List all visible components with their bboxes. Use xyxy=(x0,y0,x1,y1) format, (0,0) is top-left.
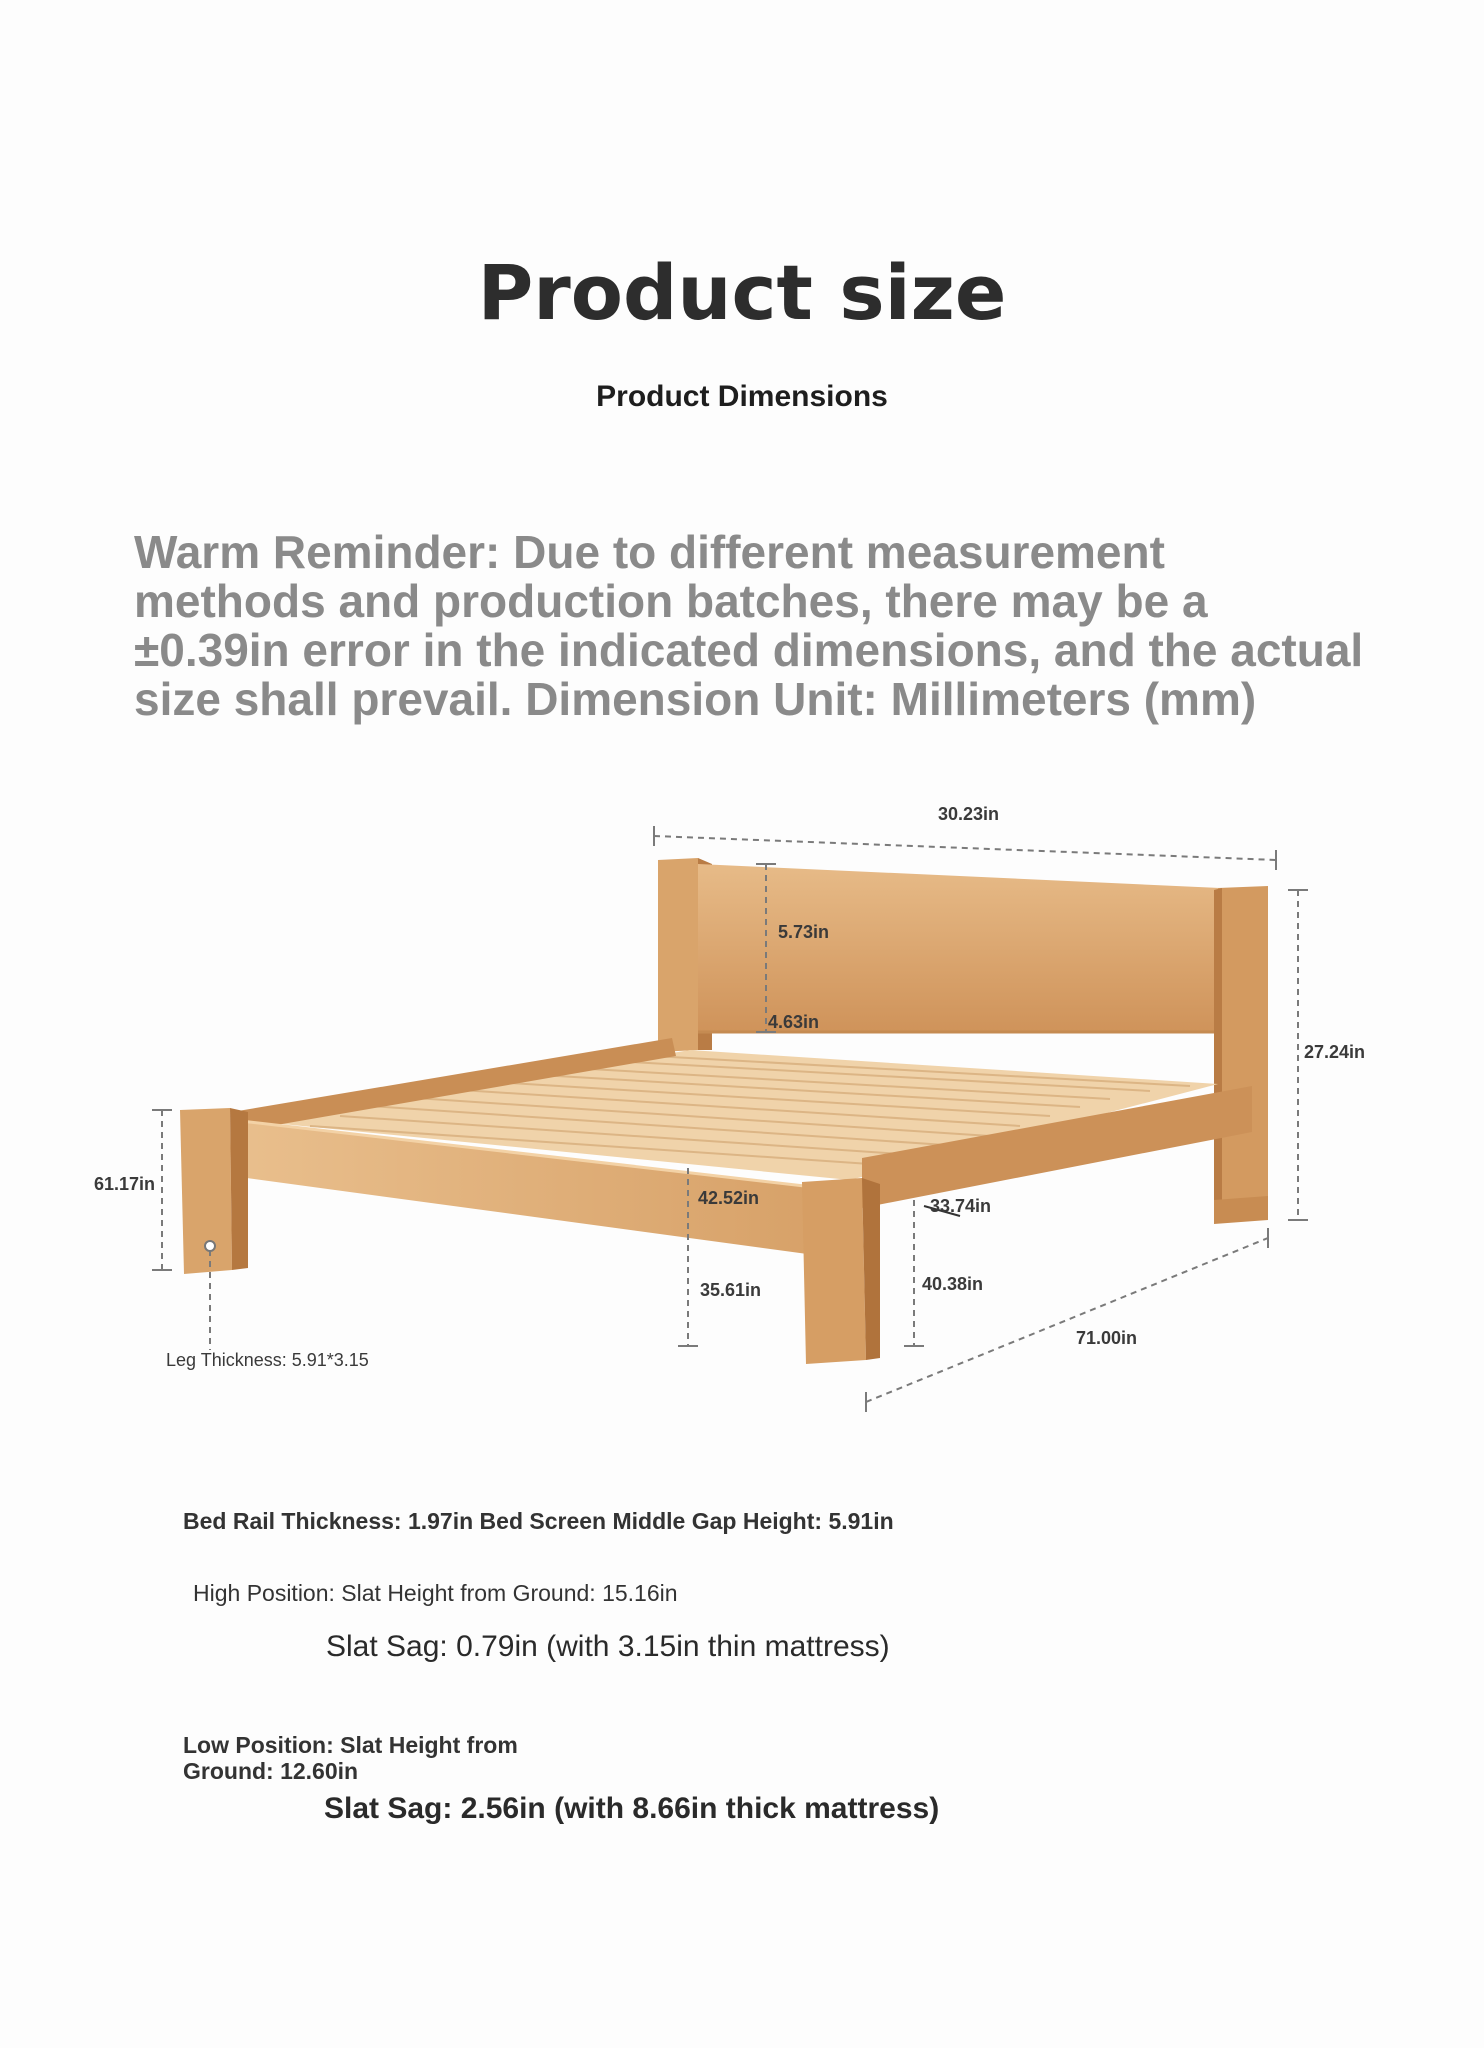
headboard-panel xyxy=(698,864,1220,1032)
dim-slat-height: 35.61in xyxy=(700,1280,762,1300)
dim-leg-height: 40.38in xyxy=(922,1274,984,1294)
low-position-note: Low Position: Slat Height from Ground: 12.60in xyxy=(183,1732,518,1784)
dim-length: 71.00in xyxy=(1076,1328,1138,1348)
dim-headboard-gap: 4.63in xyxy=(768,1012,820,1032)
high-position-note: High Position: Slat Height from Ground: 15.16in xyxy=(193,1580,678,1606)
dim-inner-width: 42.52in xyxy=(698,1188,760,1208)
bed-dimension-diagram xyxy=(0,760,1484,1440)
dim-footboard-height: 61.17in xyxy=(94,1174,156,1194)
dim-headboard-panel: 5.73in xyxy=(778,922,830,942)
high-position-sag: Slat Sag: 0.79in (with 3.15in thin mattress) xyxy=(326,1630,890,1663)
page-subtitle: Product Dimensions xyxy=(596,380,888,413)
dim-rail-depth: 33.74in xyxy=(930,1196,992,1216)
headboard-right-post xyxy=(1214,886,1268,1206)
dim-leg-thickness: Leg Thickness: 5.91*3.15 xyxy=(166,1350,369,1370)
page-title: Product size xyxy=(477,248,1007,337)
dim-width-top: 30.23in xyxy=(938,804,1000,824)
leg-thickness-marker xyxy=(205,1241,215,1251)
front-right-leg xyxy=(802,1178,880,1364)
dim-headboard-height: 27.24in xyxy=(1304,1042,1366,1062)
low-position-sag: Slat Sag: 2.56in (with 8.66in thick mattress) xyxy=(324,1792,940,1825)
rail-thickness-note: Bed Rail Thickness: 1.97in Bed Screen Middle Gap Height: 5.91in xyxy=(183,1508,894,1534)
warm-reminder: Warm Reminder: Due to different measurement methods and production batches, there may be a ±0.39in error in the indicated dimensions, and the actual size shall prevail. Dimension Unit: Millimeters (mm) xyxy=(134,526,1364,725)
